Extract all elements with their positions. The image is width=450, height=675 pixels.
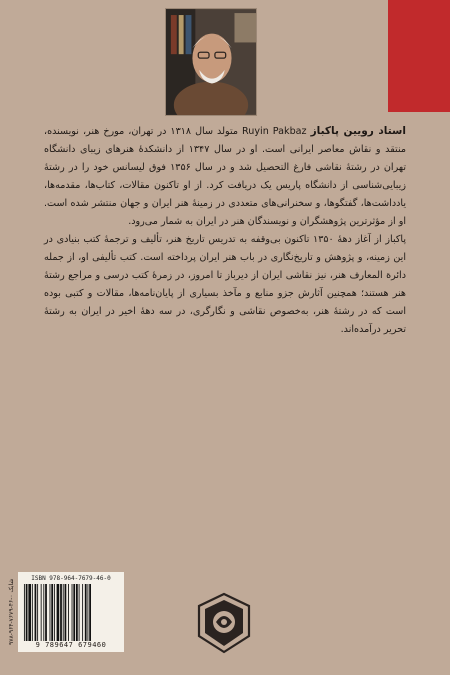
- barcode: [18, 572, 124, 652]
- author-biography: [44, 122, 406, 339]
- bio-paragraph-1-text: متولد سال ۱۳۱۸ در تهران، مورخ هنر، نویسنده، منتقد و نقاش معاصر ایرانی است. او در سال ۱۳۴۷ از دانشکدهٔ هنرهای زیبای دانشگاه تهران در رشتهٔ نقاشی فارغ التحصیل شد و در سال ۱۳۵۶ فوق لیسانس خود را در رشتهٔ زیبایی‌شناسی از دانشگاه پاریس یک دریافت کرد. از او تاکنون مقالات، کتاب‌ها، مقدمه‌ها، یادداشت‌ها، گفتگوها، و سخنرانی‌های متعددی در زمینهٔ هنر ایران و جهان منتشر شده است. او از مؤثرترین پژوهشگران و نویسندگان هنر در ایران به شمار می‌رود.: [44, 126, 406, 227]
- cover-accent-strip: [388, 0, 450, 112]
- author-name: استاد رویین پاکباز: [310, 125, 406, 137]
- author-name-latin: Ruyin Pakbaz: [242, 126, 307, 137]
- author-photo: [165, 8, 257, 116]
- bio-paragraph-1: [44, 122, 406, 231]
- publisher-logo-icon: [194, 592, 254, 654]
- barcode-isbn: ISBN 978-964-7679-46-0: [31, 575, 111, 582]
- bio-paragraph-2: پاکباز از آغاز دههٔ ۱۳۵۰ تاکنون بی‌وقفه به تدریس تاریخ هنر، تألیف و ترجمهٔ کتب بنیادی در این زمینه، و پژوهش و تاریخ‌نگاری در باب هنر ایران پرداخته است. کتب تألیفی او، از جمله دائرة المعارف هنر، نیز نقاشی ایران از دیرباز تا امروز، در زمرهٔ کتب درسی و مراجع رشتهٔ هنر هستند؛ همچنین آثارش جزو منابع و مآخذ بسیاری از پایان‌نامه‌ها، مقالات و کتبی بوده است که در رشتهٔ هنر، به‌خصوص نقاشی و نگارگری، در سه دههٔ اخیر در ایران به رشتهٔ تحریر درآمده‌اند.: [44, 234, 406, 335]
- isbn-persian: شابک ۰-۴۶-۷۶۷۹-۹۶۴-۹۷۸: [8, 578, 15, 646]
- barcode-number: 9 789647 679460: [35, 641, 107, 649]
- barcode-bars-icon: [22, 584, 120, 641]
- barcode-block: [8, 572, 124, 652]
- publisher-logo: [194, 592, 254, 654]
- barcode-bars: [22, 584, 120, 641]
- author-portrait-icon: [166, 9, 256, 115]
